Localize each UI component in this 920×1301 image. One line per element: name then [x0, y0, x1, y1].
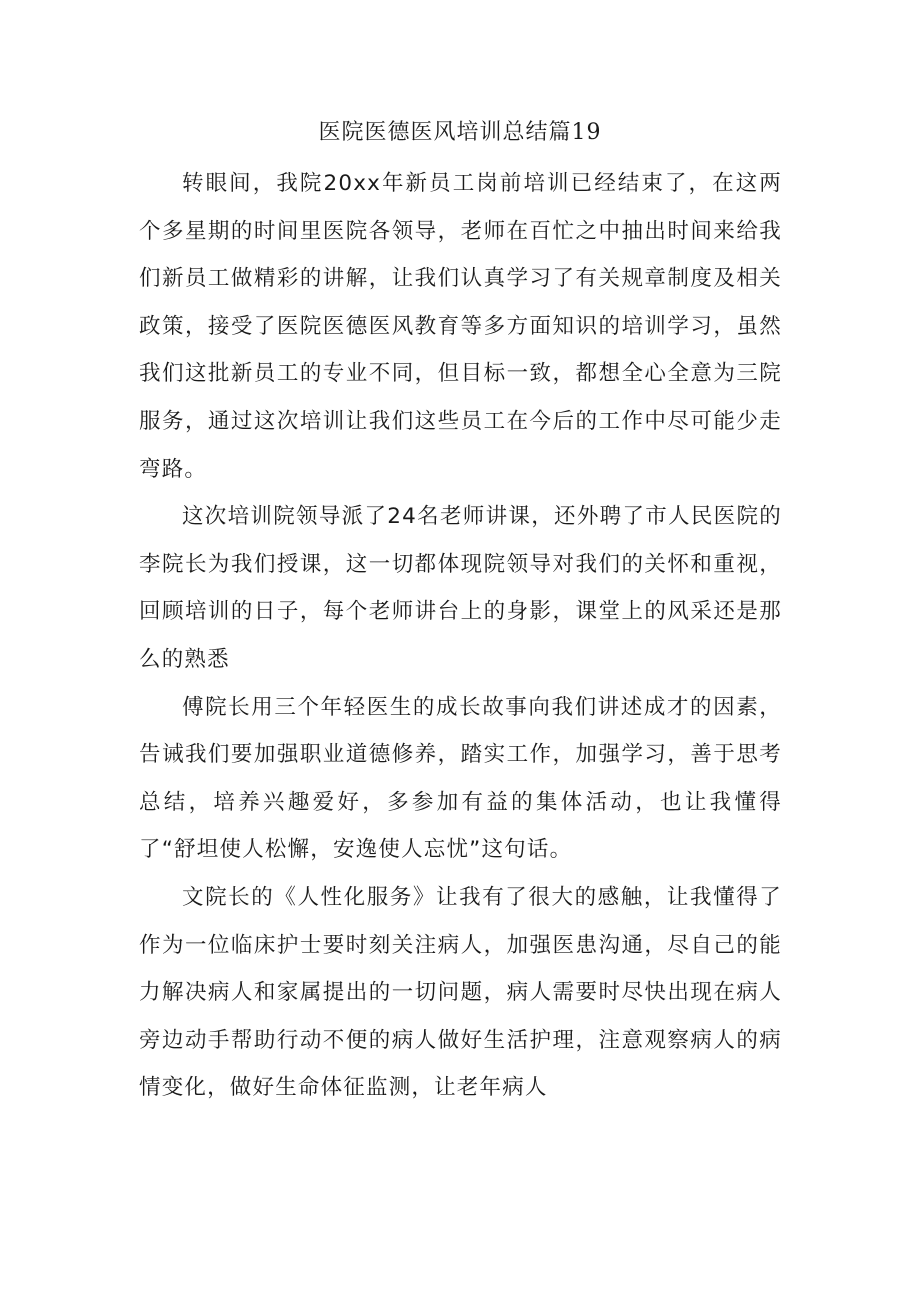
paragraph-3: 傅院长用三个年轻医生的成长故事向我们讲述成才的因素，告诫我们要加强职业道德修养，踏实工作，加强学习，善于思考总结，培养兴趣爱好，多参加有益的集体活动，也让我懂得了“舒坦使人松懈，安逸使人忘忧”这句话。: [139, 694, 782, 863]
paragraph-2: 这次培训院领导派了24名老师讲课，还外聘了市人民医院的李院长为我们授课，这一切都体现院领导对我们的关怀和重视，回顾培训的日子，每个老师讲台上的身影，课堂上的风采还是那么的熟悉: [139, 504, 782, 672]
document-title: 医院医德医风培训总结篇19: [318, 120, 602, 145]
document-body: [139, 160, 782, 1112]
paragraph-4: 文院长的《人性化服务》让我有了很大的感触，让我懂得了作为一位临床护士要时刻关注病人，加强医患沟通，尽自己的能力解决病人和家属提出的一切问题，病人需要时尽快出现在病人旁边动手帮助行动不便的病人做好生活护理，注意观察病人的病情变化，做好生命体征监测，让老年病人: [139, 884, 782, 1101]
paragraph-1: 转眼间，我院20xx年新员工岗前培训已经结束了，在这两个多星期的时间里医院各领导，老师在百忙之中抽出时间来给我们新员工做精彩的讲解，让我们认真学习了有关规章制度及相关政策，接受了医院医德医风教育等多方面知识的培训学习，虽然我们这批新员工的专业不同，但目标一致，都想全心全意为三院服务，通过这次培训让我们这些员工在今后的工作中尽可能少走弯路。: [139, 171, 782, 482]
